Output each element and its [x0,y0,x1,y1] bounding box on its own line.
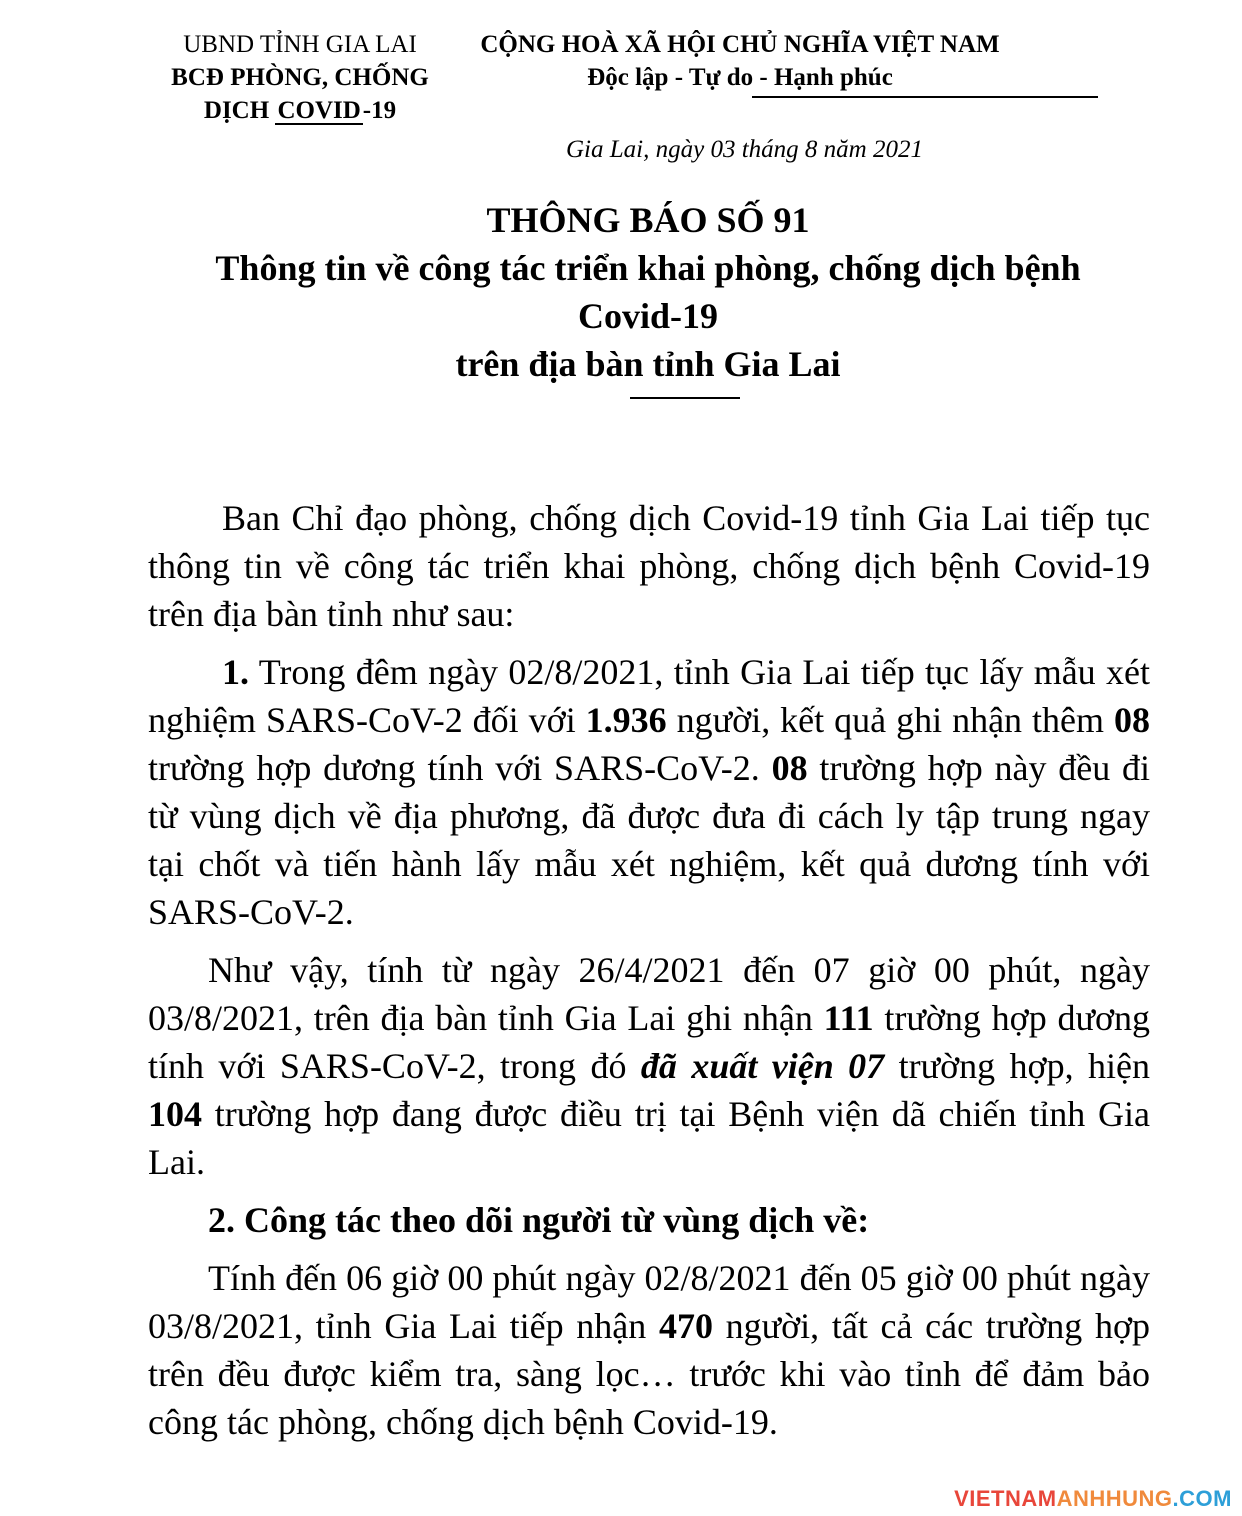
motto-underline [752,96,1098,98]
agency-line-1: UBND TỈNH GIA LAI [183,31,417,58]
watermark-part-1: VIETNAM [954,1486,1057,1511]
text-run: Như vậy, tính từ ngày 26/4/2021 đến 07 giờ 00 phút, ngày 03/8/2021, trên địa bàn tỉnh Gia Lai ghi nhận [148,950,1150,1038]
received-count: 470 [658,1306,713,1346]
national-motto: Độc lập - Tự do - Hạnh phúc [587,64,893,91]
title-underline [630,397,740,399]
issuing-agency-block [140,28,460,127]
text-run: trường hợp đang được điều trị tại Bệnh viện dã chiến tỉnh Gia Lai. [148,1094,1150,1182]
text-run: trường hợp dương tính với SARS-CoV-2, trong đó [148,998,1150,1086]
document-date: Gia Lai, ngày 03 tháng 8 năm 2021 [566,136,923,163]
text-run: Trong đêm ngày 02/8/2021, tỉnh Gia Lai tiếp tục lấy mẫu xét nghiệm SARS-CoV-2 đối với [148,652,1150,740]
national-title: CỘNG HOÀ XÃ HỘI CHỦ NGHĨA VIỆT NAM [480,31,1000,58]
text-run: trường hợp, hiện [884,1046,1150,1086]
summary-paragraph [148,946,1150,1186]
watermark-part-3: .COM [1172,1486,1232,1511]
tested-count: 1.936 [585,700,667,740]
agency-line-3-prefix: DỊCH [203,97,276,124]
text-run: trường hợp dương tính với SARS-CoV-2. [148,748,772,788]
title-line-2: Thông tin về công tác triển khai phòng, chống dịch bệnh [215,248,1081,288]
section-2-heading: 2. Công tác theo dõi người từ vùng dịch về: [208,1200,870,1240]
title-line-1: THÔNG BÁO SỐ 91 [486,200,810,240]
section-1-number: 1. [222,652,249,692]
discharged-count: đã xuất viện 07 [640,1046,885,1086]
site-watermark [954,1486,1232,1512]
text-run: người, kết quả ghi nhận thêm [666,700,1114,740]
new-cases-count: 08 [1114,700,1150,740]
title-line-3: Covid-19 [577,296,718,336]
text-run: người, tất cả các trường hợp trên đều được kiểm tra, sàng lọc… trước khi vào tỉnh để đảm bảo công tác phòng, chống dịch bệnh Covid-19. [148,1306,1150,1442]
section-1-paragraph [148,648,1150,936]
total-cases-count: 111 [823,998,874,1038]
document-title [0,196,1242,388]
agency-line-3-covid: COVID [277,97,361,124]
agency-line-2: BCĐ PHÒNG, CHỐNG [171,64,429,91]
watermark-part-2: ANHHUNG [1056,1486,1173,1511]
new-cases-count-repeat: 08 [771,748,808,788]
agency-line-3-suffix: -19 [362,97,397,124]
document-body [148,494,1150,1456]
intro-paragraph: Ban Chỉ đạo phòng, chống dịch Covid-19 tỉnh Gia Lai tiếp tục thông tin về công tác triển khai phòng, chống dịch bệnh Covid-19 trên địa bàn tỉnh như sau: [148,498,1150,634]
section-2-paragraph [148,1254,1150,1446]
treating-count: 104 [148,1094,202,1134]
title-line-4: trên địa bàn tỉnh Gia Lai [455,344,841,384]
text-run: Tính đến 06 giờ 00 phút ngày 02/8/2021 đến 05 giờ 00 phút ngày 03/8/2021, tỉnh Gia Lai tiếp nhận [148,1258,1150,1346]
agency-line-3 [140,94,460,127]
text-run: trường hợp này đều đi từ vùng dịch về địa phương, đã được đưa đi cách ly tập trung ngay tại chốt và tiến hành lấy mẫu xét nghiệm, kết quả dương tính với SARS-CoV-2. [148,748,1150,932]
national-header-block [450,28,1030,94]
